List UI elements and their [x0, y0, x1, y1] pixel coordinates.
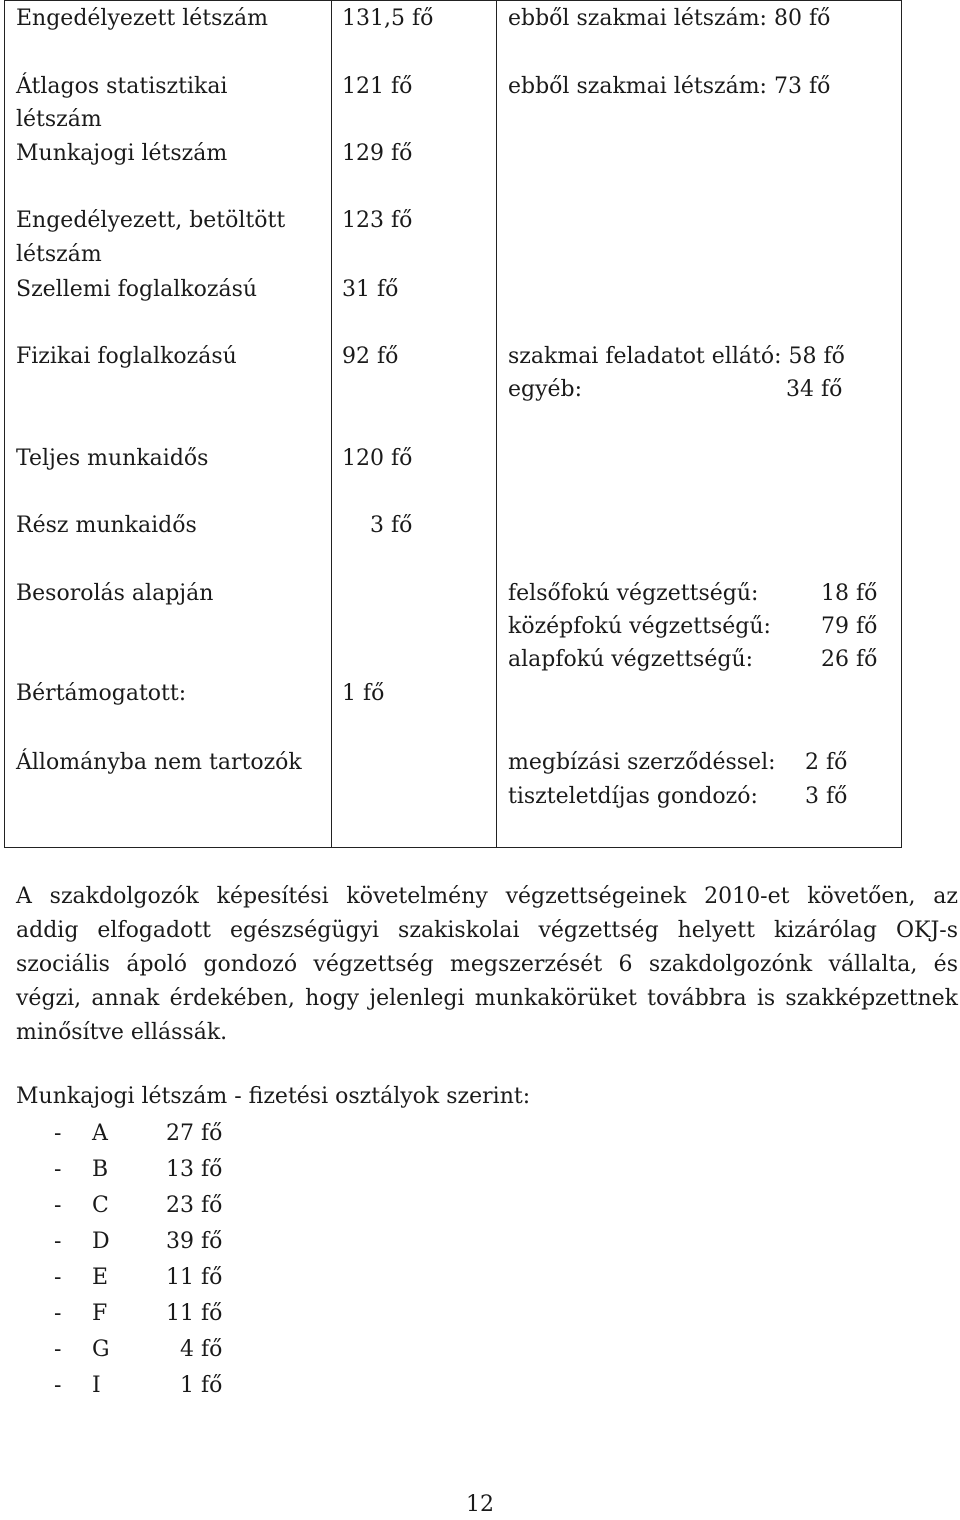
- paragraph-line-4: végzi, annak érdekében, hogy jelenlegi munkakörüket továbbra is szakképzettnek: [16, 986, 958, 1011]
- row-note-kozepfoku-label: középfokú végzettségű:: [508, 614, 771, 639]
- row-label-besorolas: Besorolás alapján: [16, 581, 214, 606]
- list-item-grade: A: [92, 1121, 108, 1146]
- row-label-engedelyezett: Engedélyezett létszám: [16, 6, 268, 31]
- list-item-dash: -: [54, 1229, 62, 1254]
- paragraph-line-5: minősítve ellássák.: [16, 1020, 228, 1045]
- list-item-dash: -: [54, 1193, 62, 1218]
- row-value-teljes: 120 fő: [342, 446, 413, 471]
- list-item-count: 23 fő: [166, 1193, 223, 1218]
- list-item-count: 39 fő: [166, 1229, 223, 1254]
- list-item-dash: -: [54, 1265, 62, 1290]
- row-note-fizikai-egyeb-label: egyéb:: [508, 377, 583, 402]
- row-label-atlagos-line1: Átlagos statisztikai: [16, 74, 228, 99]
- staff-table-border: [4, 0, 902, 848]
- list-item-grade: I: [92, 1373, 101, 1398]
- paragraph-line-1: A szakdolgozók képesítési követelmény végzettségeinek 2010-et követően, az: [16, 884, 958, 909]
- row-label-fizikai: Fizikai foglalkozású: [16, 344, 237, 369]
- list-item-count: 1 fő: [180, 1373, 223, 1398]
- row-label-szellemi: Szellemi foglalkozású: [16, 277, 258, 302]
- row-note-alapfoku-value: 26 fő: [821, 647, 878, 672]
- row-note-megbizasi-label: megbízási szerződéssel:: [508, 750, 776, 775]
- row-note-felsofoku-label: felsőfokú végzettségű:: [508, 581, 759, 606]
- list-item-count: 4 fő: [180, 1337, 223, 1362]
- row-note-engedelyezett: ebből szakmai létszám: 80 fő: [508, 6, 831, 31]
- row-value-atlagos: 121 fő: [342, 74, 413, 99]
- row-label-betoltott-line2: létszám: [16, 242, 102, 267]
- list-item-grade: D: [92, 1229, 110, 1254]
- row-note-felsofoku-value: 18 fő: [821, 581, 878, 606]
- row-note-alapfoku-label: alapfokú végzettségű:: [508, 647, 754, 672]
- row-note-tiszteletdijas-label: tiszteletdíjas gondozó:: [508, 784, 758, 809]
- list-item-grade: F: [92, 1301, 108, 1326]
- row-note-atlagos: ebből szakmai létszám: 73 fő: [508, 74, 831, 99]
- row-value-fizikai: 92 fő: [342, 344, 399, 369]
- row-label-allomanyba: Állományba nem tartozók: [16, 750, 302, 775]
- row-value-szellemi: 31 fő: [342, 277, 399, 302]
- row-value-munkajogi: 129 fő: [342, 141, 413, 166]
- row-note-kozepfoku-value: 79 fő: [821, 614, 878, 639]
- table-column-divider-1: [331, 0, 332, 848]
- row-note-tiszteletdijas-value: 3 fő: [805, 784, 848, 809]
- list-item-grade: E: [92, 1265, 109, 1290]
- list-item-grade: B: [92, 1157, 109, 1182]
- list-item-dash: -: [54, 1121, 62, 1146]
- list-item-dash: -: [54, 1337, 62, 1362]
- row-value-resz: 3 fő: [370, 513, 413, 538]
- paragraph-line-3: szociális ápoló gondozó végzettség megszerzését 6 szakdolgozónk vállalta, és: [16, 952, 958, 977]
- list-item-count: 11 fő: [166, 1265, 223, 1290]
- row-value-engedelyezett: 131,5 fő: [342, 6, 434, 31]
- list-item-count: 27 fő: [166, 1121, 223, 1146]
- table-column-divider-2: [496, 0, 497, 848]
- list-item-dash: -: [54, 1373, 62, 1398]
- list-item-count: 11 fő: [166, 1301, 223, 1326]
- row-label-betoltott-line1: Engedélyezett, betöltött: [16, 208, 286, 233]
- page-number: 12: [466, 1492, 494, 1517]
- row-value-bertamogatott: 1 fő: [342, 681, 385, 706]
- row-label-atlagos-line2: létszám: [16, 107, 102, 132]
- row-note-fizikai-line1: szakmai feladatot ellátó: 58 fő: [508, 344, 845, 369]
- list-item-count: 13 fő: [166, 1157, 223, 1182]
- row-note-megbizasi-value: 2 fő: [805, 750, 848, 775]
- paragraph-line-2: addig elfogadott egészségügyi szakiskolai végzettség helyett kizárólag OKJ-s: [16, 918, 958, 943]
- list-item-grade: C: [92, 1193, 109, 1218]
- list-item-grade: G: [92, 1337, 110, 1362]
- row-label-munkajogi: Munkajogi létszám: [16, 141, 228, 166]
- list-item-dash: -: [54, 1301, 62, 1326]
- list-item-dash: -: [54, 1157, 62, 1182]
- row-value-betoltott: 123 fő: [342, 208, 413, 233]
- row-label-teljes: Teljes munkaidős: [16, 446, 209, 471]
- pay-grades-heading: Munkajogi létszám - fizetési osztályok szerint:: [16, 1084, 531, 1109]
- row-label-bertamogatott: Bértámogatott:: [16, 681, 187, 706]
- row-label-resz: Rész munkaidős: [16, 513, 197, 538]
- row-note-fizikai-egyeb-value: 34 fő: [786, 377, 843, 402]
